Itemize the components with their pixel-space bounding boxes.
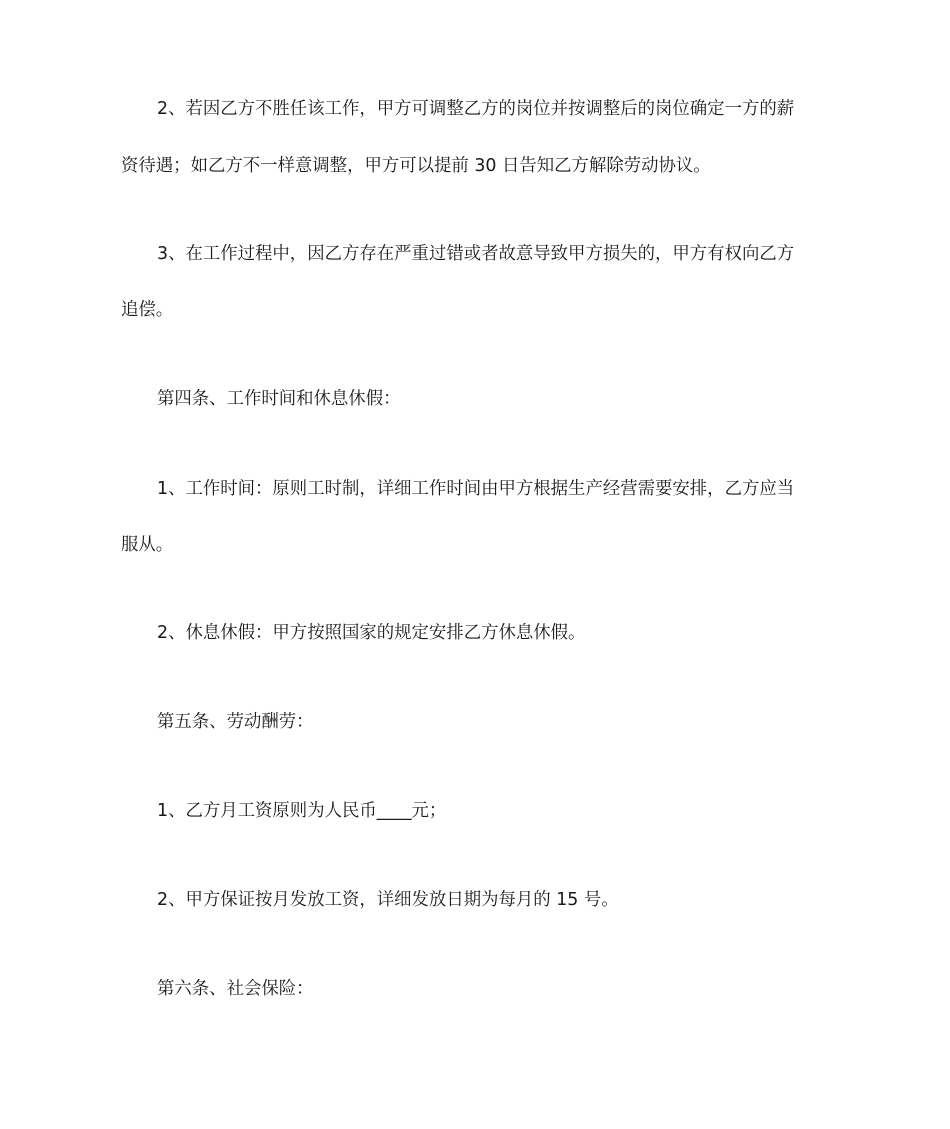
paragraph-4-line-2: 服从。 bbox=[121, 535, 174, 555]
section-heading-article-6: 第六条、社会保险： bbox=[157, 979, 314, 999]
section-heading-article-4: 第四条、工作时间和休息休假： bbox=[157, 389, 401, 409]
paragraph-1-line-1: 2、若因乙方不胜任该工作，甲方可调整乙方的岗位并按调整后的岗位确定一方的薪 bbox=[157, 99, 795, 119]
paragraph-7: 1、乙方月工资原则为人民币____元； bbox=[157, 801, 447, 821]
paragraph-8: 2、甲方保证按月发放工资，详细发放日期为每月的 15 号。 bbox=[157, 890, 619, 910]
paragraph-4-line-1: 1、工作时间：原则工时制，详细工作时间由甲方根据生产经营需要安排，乙方应当 bbox=[157, 479, 795, 499]
paragraph-1-line-2: 资待遇；如乙方不一样意调整，甲方可以提前 30 日告知乙方解除劳动协议。 bbox=[121, 156, 711, 176]
paragraph-2-line-2: 追偿。 bbox=[121, 300, 174, 320]
section-heading-article-5: 第五条、劳动酬劳： bbox=[157, 712, 314, 732]
paragraph-2-line-1: 3、在工作过程中，因乙方存在严重过错或者故意导致甲方损失的，甲方有权向乙方 bbox=[157, 244, 795, 264]
paragraph-5: 2、休息休假：甲方按照国家的规定安排乙方休息休假。 bbox=[157, 623, 586, 643]
